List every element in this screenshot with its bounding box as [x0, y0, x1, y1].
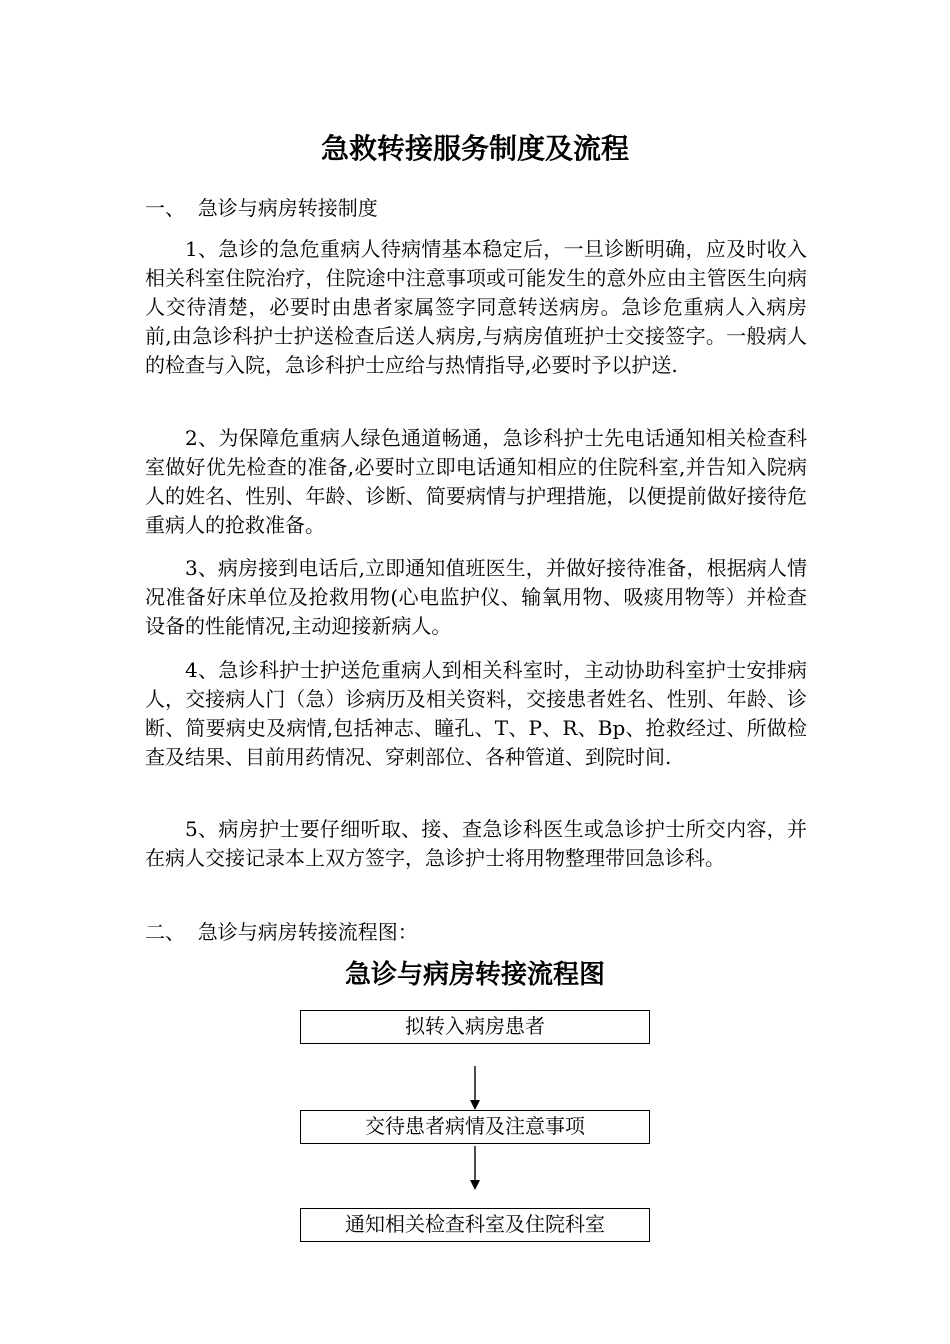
flowchart-title: 急诊与病房转接流程图 — [344, 960, 605, 990]
flowchart-step-1-box: 拟转入病房患者 — [300, 1010, 650, 1044]
document-title: 急救转接服务制度及流程 — [320, 132, 629, 165]
section-heading-transfer-policy: 一、 急诊与病房转接制度 — [145, 196, 378, 220]
flowchart-step-2-box: 交待患者病情及注意事项 — [300, 1110, 650, 1144]
flowchart-arrow-down-icon — [465, 1146, 485, 1190]
section-heading-flowchart: 二、 急诊与病房转接流程图： — [145, 920, 418, 944]
flowchart-arrow-down-icon — [465, 1066, 485, 1110]
policy-paragraph-2: 2、为保障危重病人绿色通道畅通，急诊科护士先电话通知相关检查科室做好优先检查的准备,必要时立即电话通知相应的住院科室,并告知入院病人的姓名、性别、年龄、诊断、简要病情与护理措施，以便提前做好接待危重病人的抢救准备。 — [145, 426, 807, 537]
policy-paragraph-4: 4、急诊科护士护送危重病人到相关科室时，主动协助科室护士安排病人，交接病人门（急）诊病历及相关资料，交接患者姓名、性别、年龄、诊断、简要病史及病情,包括神志、瞳孔、T、P、R、Bp、抢救经过、所做检查及结果、目前用药情况、穿刺部位、各种管道、到院时间. — [145, 658, 807, 769]
policy-paragraph-5: 5、病房护士要仔细听取、接、查急诊科医生或急诊护士所交内容，并在病人交接记录本上双方签字，急诊护士将用物整理带回急诊科。 — [145, 817, 807, 870]
flowchart-step-3-box: 通知相关检查科室及住院科室 — [300, 1208, 650, 1242]
policy-paragraph-3: 3、病房接到电话后,立即通知值班医生，并做好接待准备，根据病人情况准备好床单位及抢救用物(心电监护仪、输氧用物、吸痰用物等）并检查设备的性能情况,主动迎接新病人。 — [145, 556, 807, 638]
policy-paragraph-1: 1、急诊的急危重病人待病情基本稳定后，一旦诊断明确，应及时收入相关科室住院治疗，住院途中注意事项或可能发生的意外应由主管医生向病人交待清楚，必要时由患者家属签字同意转送病房。急诊危重病人入病房前,由急诊科护士护送检查后送人病房,与病房值班护士交接签字。一般病人的检查与入院，急诊科护士应给与热情指导,必要时予以护送. — [145, 237, 807, 377]
